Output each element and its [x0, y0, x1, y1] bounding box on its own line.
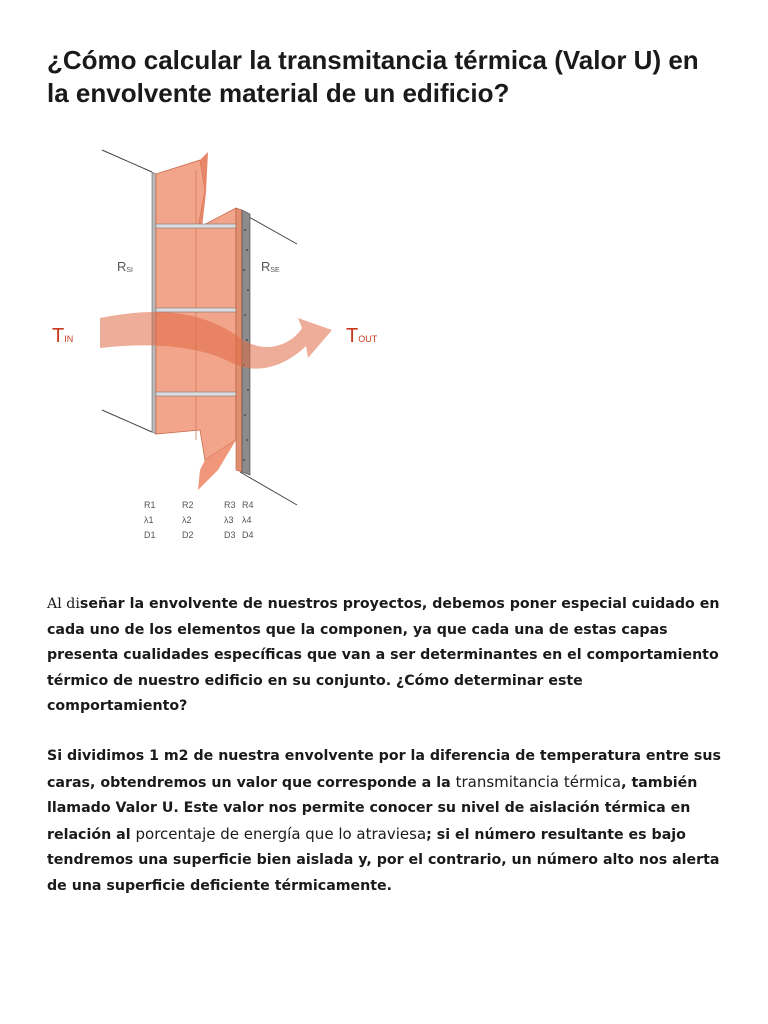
layer-4-r: R4	[242, 500, 254, 510]
wall-section-diagram	[40, 140, 400, 560]
layer-3-lambda: λ3	[224, 515, 234, 525]
layer-properties	[144, 500, 254, 540]
mortar-joint-3	[156, 392, 236, 396]
wall-bottom-left-edge	[102, 410, 152, 432]
wall-top-left-edge	[102, 150, 152, 172]
layer-3-d: D3	[224, 530, 236, 540]
layer-2-r: R2	[182, 500, 194, 510]
transmitancia-link[interactable]: transmitancia térmica	[455, 772, 622, 791]
paragraph-part-1: Si dividimos 1 m2 de nuestra envolvente por la diferencia de temperatura entre sus caras, obtendremos un valor que corresponde a la	[47, 748, 721, 791]
paragraph-part-2: , también llamado Valor U. Este valor nos permite conocer su nivel de aislación térmica en relación al	[47, 774, 698, 843]
article-title: ¿Cómo calcular la transmitancia térmica (Valor U) en la envolvente material de un edificio?	[47, 45, 699, 108]
mortar-joint-2	[156, 308, 236, 312]
layer-4-lambda: λ4	[242, 515, 252, 525]
layer-3-r: R3	[224, 500, 236, 510]
layer-2-lambda: λ2	[182, 515, 192, 525]
layer-4-d: D4	[242, 530, 254, 540]
tout-label: TOUT	[346, 325, 378, 347]
u-value-paragraph	[47, 744, 727, 899]
layer-1-lambda: λ1	[144, 515, 154, 525]
mortar-joint-1	[156, 224, 236, 228]
layer-1-r: R1	[144, 500, 156, 510]
rse-label: RSE	[261, 259, 280, 274]
paragraph-lead: Al di	[47, 596, 80, 612]
inner-plaster-layer	[152, 172, 156, 434]
wall-section-figure	[40, 140, 400, 560]
layer-2-d: D2	[182, 530, 194, 540]
tin-label: TIN	[52, 325, 74, 347]
intro-paragraph	[47, 592, 727, 720]
energia-link[interactable]: porcentaje de energía que lo atraviesa	[135, 824, 427, 843]
paragraph-part-3: ; si el número resultante es bajo tendremos una superficie bien aislada y, por el contrario, un número alto nos alerta de una superficie deficiente térmicamente.	[47, 826, 720, 894]
rsi-label: RSI	[117, 259, 134, 274]
paragraph-body: señar la envolvente de nuestros proyectos, debemos poner especial cuidado en cada uno de los elementos que la componen, ya que cada una de estas capas presenta cualidades específicas que van a ser determinantes en el comportamiento térmico de nuestro edificio en su conjunto. ¿Cómo determinar este comportamiento?	[47, 596, 720, 714]
layer-1-d: D1	[144, 530, 156, 540]
